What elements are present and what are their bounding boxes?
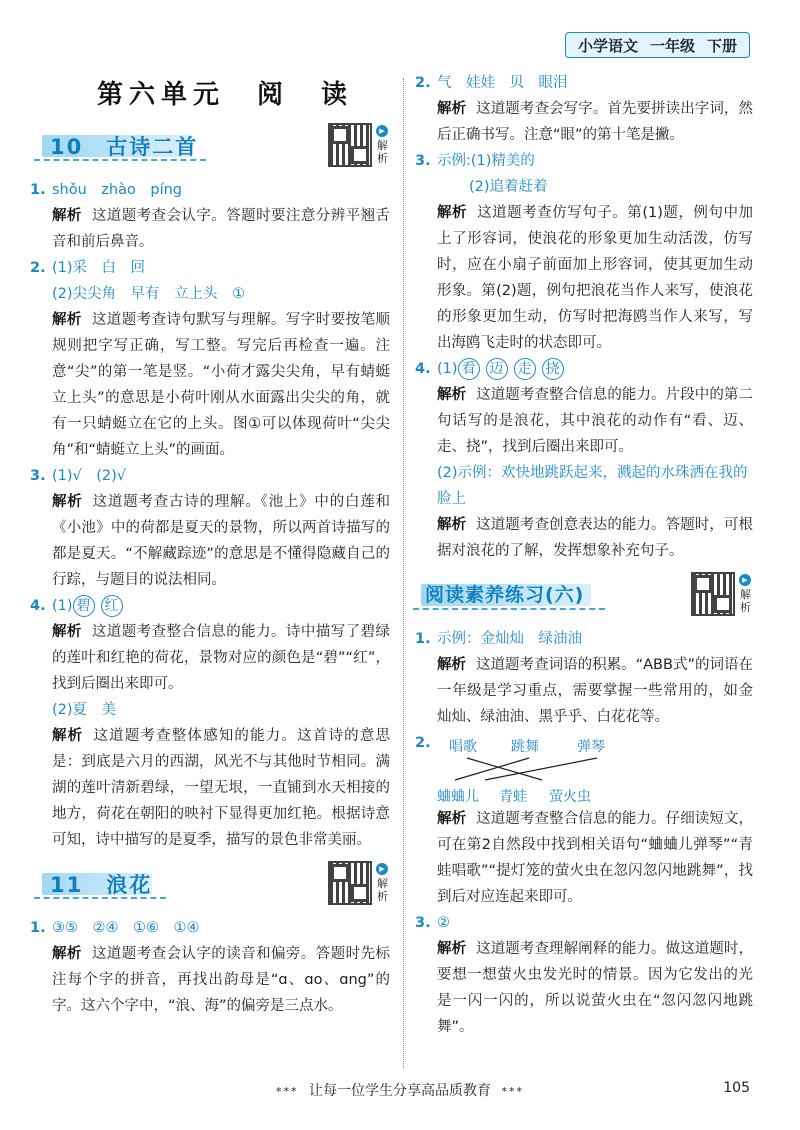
matching-diagram xyxy=(437,730,753,806)
answer-prefix: (1) xyxy=(437,361,458,377)
analysis-label: 解析 xyxy=(52,208,82,224)
analysis-label: 解析 xyxy=(52,946,82,962)
question-2 xyxy=(415,70,753,148)
analysis-text: 这道题考查理解阐释的能力。做这道题时，要想一想萤火虫发光时的情景。因为它发出的光是一闪一闪的，所以说萤火虫在“忽闪忽闪地跳舞”。 xyxy=(437,941,754,1035)
play-icon: ▶ xyxy=(376,863,388,875)
match-word-top: 唱歌 xyxy=(449,739,477,755)
question-number: 1. xyxy=(30,920,46,936)
answer: (1)√ (2)√ xyxy=(52,468,127,484)
analysis-label: 解析 xyxy=(52,494,83,510)
analysis-text: 这道题考查古诗的理解。《池上》中的白莲和《小池》中的荷都是夏天的景物，所以两首诗描写的都是夏天。“不解藏踪迹”的意思是不懂得隐藏自己的行踪，与题目的说法相同。 xyxy=(52,494,391,588)
circled-word: 挠 xyxy=(542,358,564,380)
analysis-text: 这道题考查词语的积累。“ABB式”的词语在一年级是学习重点，需要掌握一些常用的，如金灿灿、绿油油、黑乎乎、白花花等。 xyxy=(437,657,754,725)
analysis-label: 解析 xyxy=(437,517,467,533)
circled-word: 走 xyxy=(514,358,536,380)
question-1 xyxy=(30,915,390,1019)
section-header-11 xyxy=(30,863,390,907)
qr-label: 解析 xyxy=(377,877,388,903)
question-3 xyxy=(415,148,753,356)
question-number: 2. xyxy=(30,260,46,276)
circled-word: 红 xyxy=(101,595,123,617)
analysis-label: 解析 xyxy=(437,205,468,221)
question-1 xyxy=(415,626,753,730)
right-column xyxy=(415,70,753,1040)
matching-lines xyxy=(437,756,657,782)
page-number: 105 xyxy=(723,1080,750,1096)
section-header-10 xyxy=(30,125,390,169)
column-divider xyxy=(403,78,404,1068)
match-word-top: 跳舞 xyxy=(511,739,539,755)
match-word-bottom: 青蛙 xyxy=(499,789,527,805)
qr-label: 解析 xyxy=(740,588,751,614)
answer: (2)尖尖角 早有 立上头 ① xyxy=(52,286,246,302)
analysis-label: 解析 xyxy=(52,624,82,640)
question-4 xyxy=(415,356,753,564)
match-line xyxy=(455,758,529,780)
analysis-label: 解析 xyxy=(437,387,467,403)
analysis-label: 解析 xyxy=(437,657,467,673)
match-word-top: 弹琴 xyxy=(577,739,605,755)
play-icon: ▶ xyxy=(739,574,751,586)
circled-word: 看 xyxy=(458,358,480,380)
question-number: 4. xyxy=(30,598,46,614)
analysis-label: 解析 xyxy=(437,941,467,957)
answer: (1)采 白 回 xyxy=(52,260,146,276)
answer: 气 娃娃 贝 眼泪 xyxy=(437,75,568,91)
match-line xyxy=(485,758,597,780)
answer: (2)夏 美 xyxy=(52,702,117,718)
question-number: 2. xyxy=(415,75,431,91)
question-3 xyxy=(415,910,753,1040)
section-title: 11 浪花 xyxy=(50,873,153,897)
qr-label: 解析 xyxy=(377,139,388,165)
section-title: 阅读素养练习(六) xyxy=(425,584,585,606)
question-number: 3. xyxy=(415,153,431,169)
answer: 示例：金灿灿 绿油油 xyxy=(437,631,582,647)
footer-slogan: 让每一位学生分享高品质教育 xyxy=(309,1083,491,1099)
analysis-text: 这道题考查创意表达的能力。答题时，可根据对浪花的了解，发挥想象补充句子。 xyxy=(437,517,754,559)
stars-decoration: *** xyxy=(501,1085,524,1098)
section-header-practice xyxy=(415,574,753,618)
analysis-text: 这道题考查诗句默写与理解。写字时要按笔顺规则把字写正确，写工整。写完后再检查一遍。注意“尖”的第一笔是竖。“小荷才露尖尖角，早有蜻蜓立上头”的意思是小荷叶刚从水面露出尖尖的角，就有一只蜻蜓立在它的上头。图①可以体现荷叶“尖尖角”和“蜻蜓立上头”的画面。 xyxy=(52,312,391,458)
answer: ② xyxy=(437,915,450,931)
section-title: 10 古诗二首 xyxy=(50,135,199,159)
analysis-label: 解析 xyxy=(52,728,84,744)
analysis-text: 这道题考查会认字的读音和偏旁。答题时先标注每个字的拼音，再找出韵母是“ɑ、ɑo、ɑng”的字。这六个字中，“浪、海”的偏旁是三点水。 xyxy=(52,946,391,1014)
analysis-text: 这道题考查整合信息的能力。仔细读短文，可在第2自然段中找到相关语句“蛐蛐儿弹琴”“青蛙唱歌”“提灯笼的萤火虫在忽闪忽闪地跳舞”，找到后对应连起来即可。 xyxy=(437,811,754,905)
unit-title: 第六单元 阅 读 xyxy=(96,80,353,110)
qr-code[interactable] xyxy=(328,123,390,179)
match-word-bottom: 蛐蛐儿 xyxy=(437,789,479,805)
answer: (2)示例：欢快地跳跃起来，溅起的水珠洒在我的脸上 xyxy=(437,465,748,507)
analysis-text: 这道题考查整合信息的能力。片段中的第二句话写的是浪花，其中浪花的动作有“看、迈、走、挠”，找到后圈出来即可。 xyxy=(437,387,754,455)
subject-label: 小学语文 xyxy=(577,36,638,55)
qr-code[interactable] xyxy=(328,861,390,917)
question-3 xyxy=(30,463,390,593)
left-column xyxy=(30,70,390,1019)
header-badge xyxy=(565,32,750,58)
match-word-bottom: 萤火虫 xyxy=(549,789,591,805)
qr-code[interactable] xyxy=(691,572,753,628)
analysis-text: 这道题考查整合信息的能力。诗中描写了碧绿的莲叶和红艳的荷花，景物对应的颜色是“碧”“红”，找到后圈出来即可。 xyxy=(52,624,391,692)
qr-code-icon xyxy=(328,123,372,167)
stars-decoration: *** xyxy=(276,1085,299,1098)
answer-prefix: (1) xyxy=(52,598,73,614)
play-icon: ▶ xyxy=(376,125,388,137)
qr-code-icon xyxy=(328,861,372,905)
question-4 xyxy=(30,593,390,853)
question-number: 3. xyxy=(30,468,46,484)
circled-word: 碧 xyxy=(73,595,95,617)
footer xyxy=(0,1080,800,1100)
analysis-text: 这道题考查整体感知的能力。这首诗的意思是：到底是六月的西湖，风光不与其他时节相同。满湖的莲叶清新碧绿，一望无垠，一直铺到水天相接的地方，荷花在朝阳的映衬下显得更加红艳。根据诗意可知，诗中描写的是夏季，描写的景色非常美丽。 xyxy=(52,728,391,848)
question-number: 3. xyxy=(415,915,431,931)
question-number: 1. xyxy=(30,182,46,198)
answer: shǒu zhào píng xyxy=(52,182,182,198)
analysis-text: 这道题考查仿写句子。第(1)题，例句中加上了形容词，使浪花的形象更加生动活泼，仿写时，应在小扇子前面加上形容词，使其更加生动形象。第(2)题，例句把浪花当作人来写，使浪花的形象更加生动，仿写时把海鸥当作人来写，写出海鸥飞走时的状态即可。 xyxy=(437,205,754,351)
analysis-label: 解析 xyxy=(52,312,82,328)
analysis-label: 解析 xyxy=(437,811,467,827)
answer: 示例:(1)精美的 xyxy=(437,153,535,169)
grade-label: 一年级 xyxy=(649,36,695,55)
analysis-label: 解析 xyxy=(437,101,467,117)
analysis-text: 这道题考查会认字。答题时要注意分辨平翘舌音和前后鼻音。 xyxy=(52,208,391,250)
question-2 xyxy=(30,255,390,463)
question-number: 4. xyxy=(415,361,431,377)
question-2 xyxy=(415,730,753,910)
qr-code-icon xyxy=(691,572,735,616)
answer: (2)追着赶着 xyxy=(469,179,548,195)
circled-word: 迈 xyxy=(486,358,508,380)
answer: ③⑤ ②④ ①⑥ ①④ xyxy=(52,920,200,936)
question-number: 1. xyxy=(415,631,431,647)
question-1 xyxy=(30,177,390,255)
analysis-text: 这道题考查会写字。首先要拼读出字词，然后正确书写。注意“眼”的第十笔是撇。 xyxy=(437,101,754,143)
volume-label: 下册 xyxy=(706,36,737,55)
question-number: 2. xyxy=(415,735,431,751)
